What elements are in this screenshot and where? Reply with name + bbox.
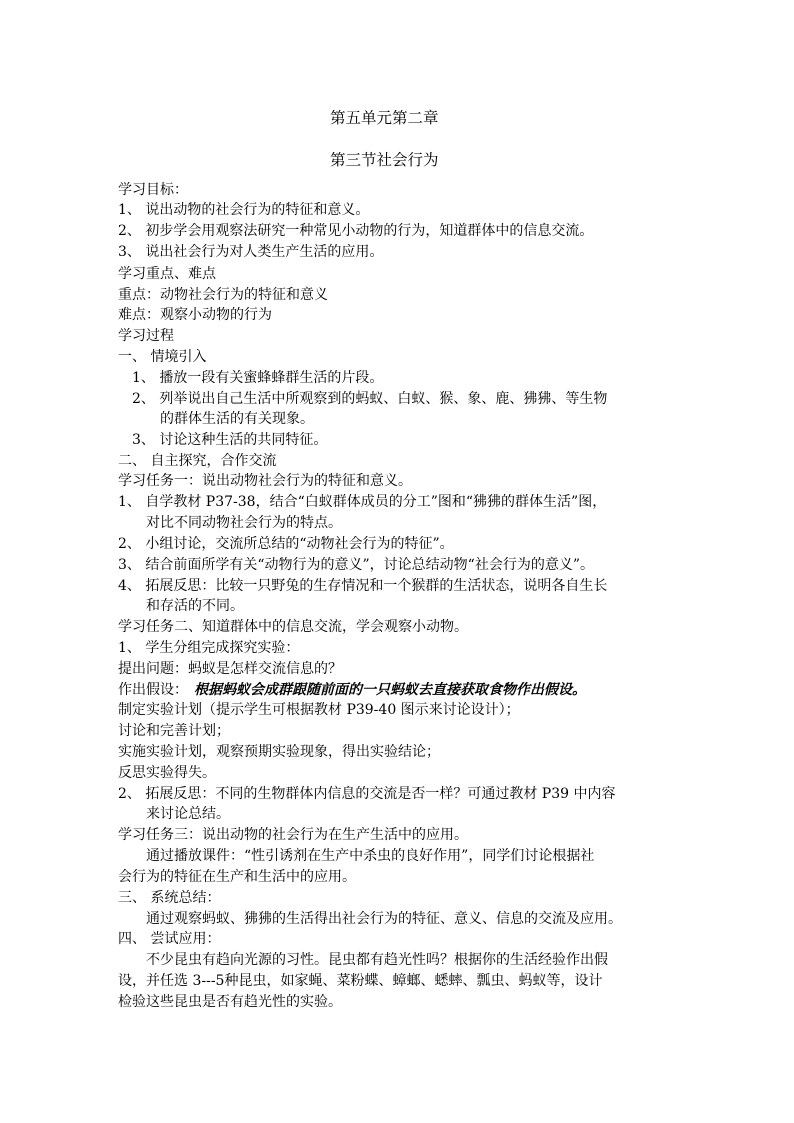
paragraph-line: 通过观察蚂蚁、狒狒的生活得出社会行为的特征、意义、信息的交流及应用。	[146, 911, 622, 927]
section-heading: 学习过程	[118, 328, 174, 344]
list-item: 2、 小组讨论，交流所总结的“动物社会行为的特征”。	[118, 536, 454, 552]
list-item: 3、 结合前面所学有关“动物行为的意义”，讨论总结动物“社会行为的意义”。	[118, 557, 594, 573]
list-item-cont: 对比不同动物社会行为的特点。	[146, 515, 342, 531]
text-line: 难点：观察小动物的行为	[118, 307, 272, 323]
text-line: 重点：动物社会行为的特征和意义	[118, 287, 328, 303]
paragraph-line: 不少昆虫有趋向光源的习性。昆虫都有趋光性吗？根据你的生活经验作出假	[146, 952, 608, 968]
task-heading: 学习任务三：说出动物的社会行为在生产生活中的应用。	[118, 827, 468, 843]
section-heading: 学习目标：	[118, 182, 188, 198]
step-heading: 四、 尝试应用：	[118, 931, 221, 947]
paragraph-line: 会行为的特征在生产和生活中的应用。	[118, 869, 356, 885]
step-heading: 二、 自主探究，合作交流	[118, 453, 277, 469]
paragraph-line: 设，并任选 3---5种昆虫，如家蝇、菜粉蝶、蟑螂、蟋蟀、瓢虫、蚂蚁等，设计	[118, 973, 603, 989]
paragraph-line: 通过播放课件：“性引诱剂在生产中杀虫的良好作用”，同学们讨论根据社	[146, 848, 595, 864]
hypothesis-label: 作出假设：	[118, 682, 188, 698]
list-item: 1、 学生分组完成探究实验：	[118, 640, 300, 656]
doc-subtitle: 第三节社会行为	[330, 151, 439, 169]
list-item: 4、 拓展反思：比较一只野兔的生存情况和一个猴群的生活状态，说明各自生长	[118, 578, 608, 594]
list-item-cont: 的群体生活的有关现象。	[160, 411, 314, 427]
section-heading: 学习重点、难点	[118, 266, 216, 282]
text-line: 实施实验计划，观察预期实验现象，得出实验结论；	[118, 744, 440, 760]
text-line: 讨论和完善计划；	[118, 723, 230, 739]
doc-title: 第五单元第二章	[330, 109, 439, 127]
list-item: 3、 讨论这种生活的共同特征。	[132, 432, 328, 448]
list-item: 2、 拓展反思：不同的生物群体内信息的交流是否一样？可通过教材 P39 中内容	[118, 786, 616, 802]
list-item: 1、 自学教材 P37-38，结合“白蚁群体成员的分工”图和“狒狒的群体生活”图，	[118, 494, 607, 510]
list-item: 1、 播放一段有关蜜蜂蜂群生活的片段。	[132, 370, 384, 386]
objective-item: 1、 说出动物的社会行为的特征和意义。	[118, 202, 370, 218]
objective-item: 2、 初步学会用观察法研究一种常见小动物的行为，知道群体中的信息交流。	[118, 223, 594, 239]
text-line: 反思实验得失。	[118, 765, 216, 781]
task-heading: 学习任务一：说出动物社会行为的特征和意义。	[118, 473, 412, 489]
task-heading: 学习任务二、知道群体中的信息交流，学会观察小动物。	[118, 619, 468, 635]
list-item-cont: 和存活的不同。	[146, 598, 244, 614]
text-line: 提出问题：蚂蚁是怎样交流信息的？	[118, 661, 342, 677]
hypothesis-text: 根据蚂蚁会成群跟随前面的一只蚂蚁去直接获取食物作出假设。	[194, 682, 586, 698]
paragraph-line: 检验这些昆虫是否有趋光性的实验。	[118, 994, 342, 1010]
hypothesis-line	[118, 680, 586, 700]
step-heading: 三、 系统总结：	[118, 890, 221, 906]
text-line: 制定实验计划（提示学生可根据教材 P39-40 图示来讨论设计）；	[118, 702, 520, 718]
list-item-cont: 来讨论总结。	[146, 806, 230, 822]
list-item: 2、 列举说出自己生活中所观察到的蚂蚁、白蚁、猴、象、鹿、狒狒、等生物	[132, 391, 608, 407]
step-heading: 一、 情境引入	[118, 349, 207, 365]
objective-item: 3、 说出社会行为对人类生产生活的应用。	[118, 244, 384, 260]
